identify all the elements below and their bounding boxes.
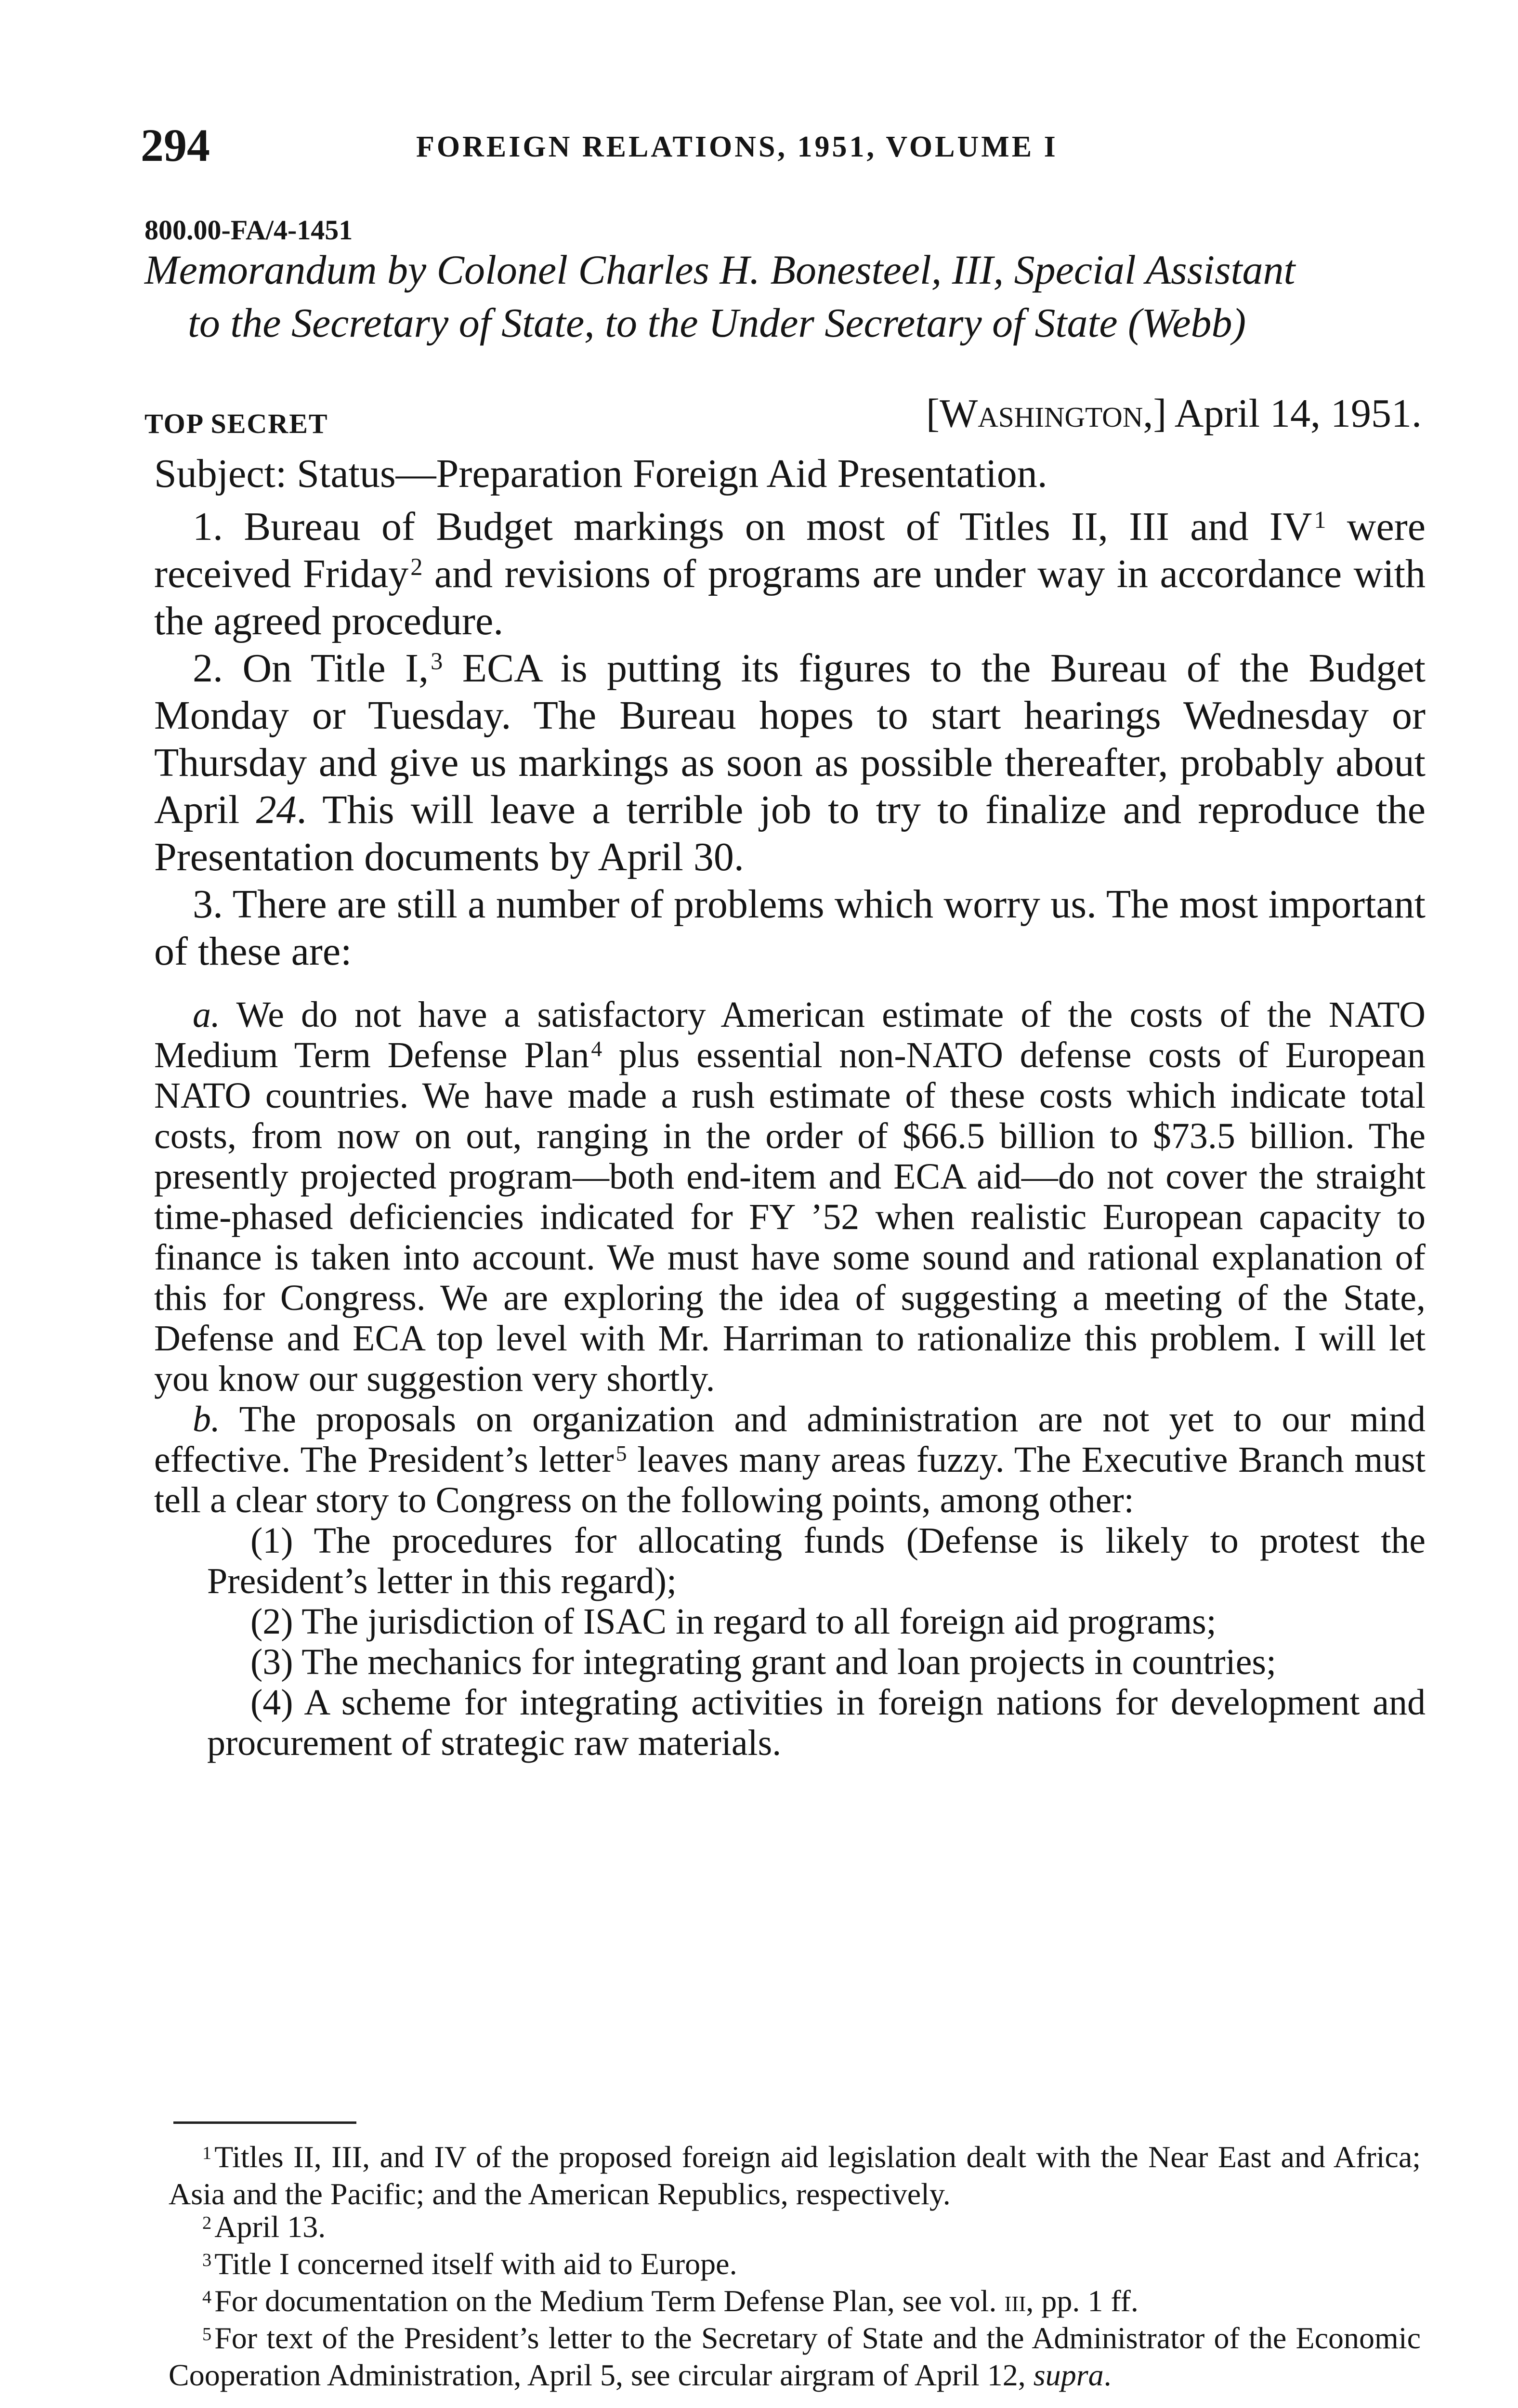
footnotes — [169, 2141, 1421, 2392]
volume-number: iii — [1004, 2284, 1026, 2318]
paragraph-2 — [154, 645, 1426, 881]
footnote-marker: 1 — [202, 2143, 212, 2163]
footnote-text-2: . — [1103, 2358, 1112, 2392]
item-b-text: The proposals on organization and administration are not yet to our mind effective. The President’s letter — [154, 1399, 1426, 1480]
paragraph-1 — [154, 503, 1426, 645]
paragraph-1-text-3: and revisions of programs are under way in accordance with the agreed procedure. — [154, 551, 1426, 643]
handwritten-date: 24 — [256, 787, 297, 832]
dateline-close: ,] — [1143, 391, 1167, 436]
footnote-text-2: , pp. 1 ff. — [1026, 2284, 1138, 2318]
paragraph-2-text-2: ECA is putting its figures to the Bureau of the Budget Monday or Tuesday. The Bureau hopes to start hearings Wednesday or Thursday and give us markings as soon as possible thereafter, probably about April — [154, 646, 1426, 832]
item-a-text-2: plus essential non-NATO defense costs of European NATO countries. We have made a rush estimate of these costs which indicate total costs, from now on out, ranging in the order of $66.5 billion to $73.5 billion. The presently projected program—both end-item and ECA aid—do not cover the straight time-phased deficiencies indicated for FY ’52 when realistic European capacity to finance is taken into account. We must have some sound and rational explanation of this for Congress. We are exploring the idea of suggesting a meeting of the State, Defense and ECA top level with Mr. Harriman to rationalize this problem. I will let you know our suggestion very shortly. — [154, 1035, 1426, 1399]
footnote-marker: 5 — [202, 2324, 212, 2344]
footnote-ref-5[interactable]: 5 — [615, 1441, 627, 1466]
paragraph-2-text-3: . This will leave a terrible job to try to finalize and reproduce the Presentation documents by April 30. — [154, 787, 1426, 879]
list-item: (1) The procedures for allocating funds (Defense is likely to protest the President’s letter in this regard); — [207, 1520, 1426, 1601]
footnote-text: April 13. — [214, 2210, 326, 2244]
footnote-marker: 2 — [202, 2212, 212, 2233]
footnote-ref-1[interactable]: 1 — [1314, 506, 1326, 533]
footnote-2 — [169, 2211, 1421, 2248]
list-item: (2) The jurisdiction of ISAC in regard to all foreign aid programs; — [250, 1601, 1217, 1642]
running-head — [141, 117, 1412, 174]
dateline-date: April 14, 1951. — [1174, 391, 1422, 436]
footnote-ref-3[interactable]: 3 — [431, 647, 443, 675]
subject-line — [154, 450, 1426, 497]
item-a-label: a. — [193, 995, 220, 1035]
footnote-4 — [169, 2285, 1421, 2322]
supra-reference: supra — [1033, 2358, 1104, 2392]
footnote-text: For documentation on the Medium Term Defense Plan, see vol. — [214, 2284, 1005, 2318]
footnote-1 — [169, 2141, 1421, 2211]
subject-label: Subject: — [154, 451, 287, 496]
footnote-text: Title I concerned itself with aid to Europe. — [214, 2247, 737, 2281]
footnote-ref-4[interactable]: 4 — [591, 1036, 602, 1061]
paragraph-1-text-2: were received Friday — [154, 504, 1426, 596]
page-number: 294 — [141, 119, 210, 171]
footnote-ref-2[interactable]: 2 — [410, 553, 423, 580]
document-heading — [144, 243, 1435, 349]
item-a — [154, 995, 1426, 1399]
points-list — [154, 1520, 1426, 1763]
footnote-3 — [169, 2248, 1421, 2285]
heading-line-1: Memorandum by Colonel Charles H. Bonesteel, III, Special Assistant — [144, 247, 1296, 293]
running-title: FOREIGN RELATIONS, 1951, VOLUME I — [416, 131, 1058, 163]
file-number: 800.00-FA/4-1451 — [144, 214, 353, 246]
memo-body — [154, 450, 1426, 1763]
list-item: (3) The mechanics for integrating grant and loan projects in countries; — [250, 1642, 1277, 1682]
footnote-text: For text of the President’s letter to the Secretary of State and the Administrator of the Economic Cooperation Administration, April 5, see circular airgram of April 12, — [169, 2321, 1421, 2392]
item-b — [154, 1399, 1426, 1520]
footnote-5 — [169, 2322, 1421, 2392]
footnote-text: Titles II, III, and IV of the proposed foreign aid legislation dealt with the Near East and Africa; Asia and the Pacific; and the American Republics, respectively. — [169, 2140, 1421, 2211]
item-b-text-2: leaves many areas fuzzy. The Executive Branch must tell a clear story to Congress on the following points, among other: — [154, 1440, 1426, 1520]
list-item: (4) A scheme for integrating activities in foreign nations for development and procurement of strategic raw materials. — [207, 1682, 1426, 1763]
footnote-divider — [173, 2121, 356, 2124]
footnote-marker: 3 — [202, 2250, 212, 2270]
paragraph-2-text: 2. On Title I, — [193, 646, 429, 691]
heading-line-2: to the Secretary of State, to the Under Secretary of State (Webb) — [188, 300, 1246, 346]
dateline — [926, 390, 1422, 437]
paragraph-3: 3. There are still a number of problems which worry us. The most important of these are: — [154, 882, 1426, 974]
item-a-text: We do not have a satisfactory American estimate of the costs of the NATO Medium Term Defense Plan — [154, 995, 1426, 1075]
classification-marking: TOP SECRET — [144, 408, 328, 439]
subject-text: Status—Preparation Foreign Aid Presentation. — [297, 451, 1047, 496]
dateline-open-bracket: [ — [926, 391, 940, 436]
dateline-place: Washington — [939, 391, 1143, 436]
footnote-marker: 4 — [202, 2287, 212, 2307]
item-b-label: b. — [193, 1399, 220, 1440]
paragraph-1-text: 1. Bureau of Budget markings on most of Titles II, III and IV — [193, 504, 1312, 549]
